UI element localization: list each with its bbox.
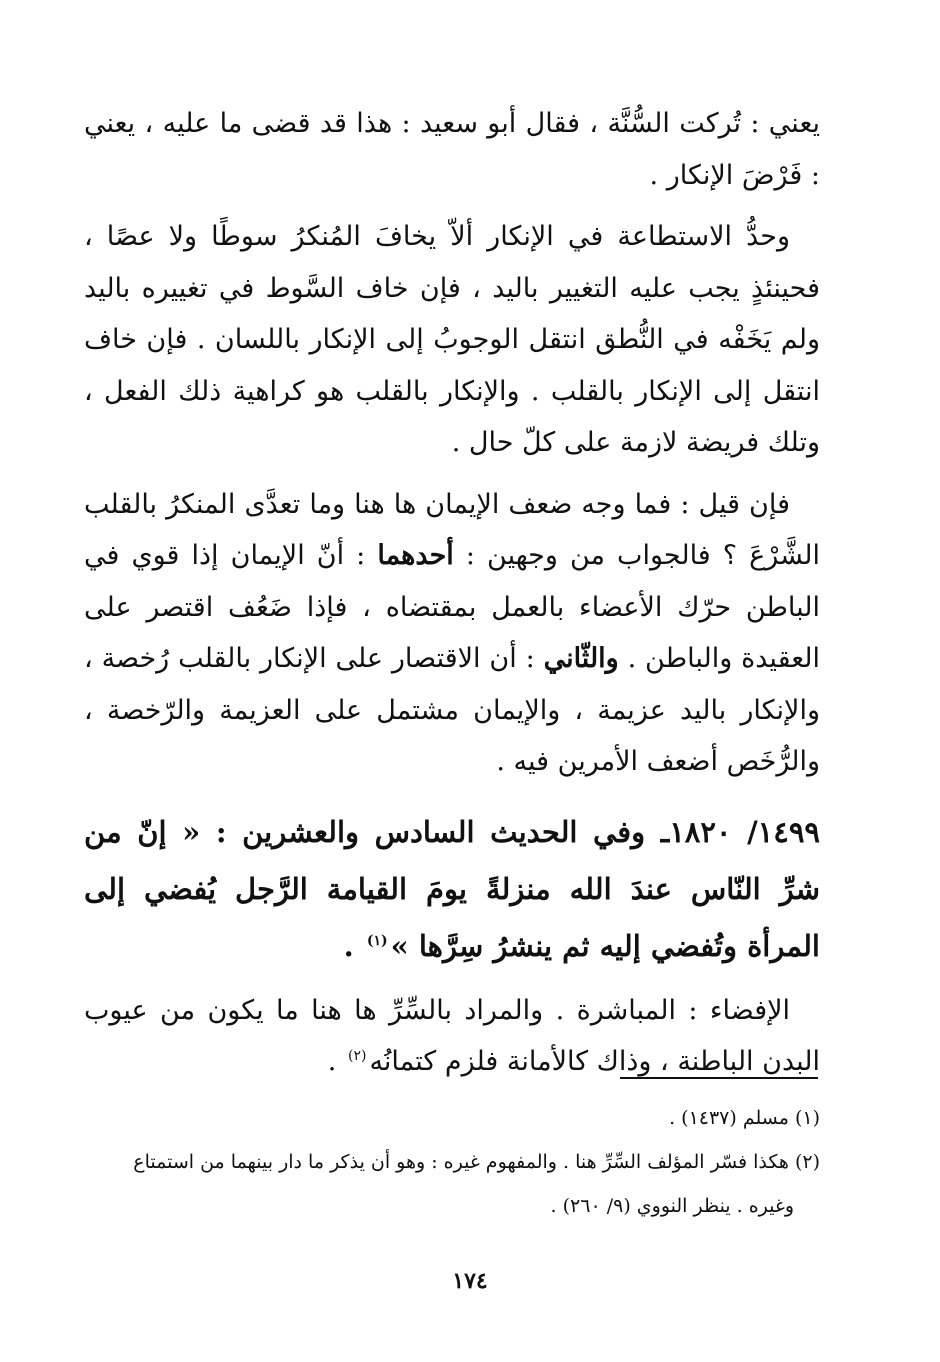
- paragraph-4: [84, 985, 820, 1088]
- paragraph-1: يعني : تُركت السُّنَّة ، فقال أبو سعيد : هذا قد قضى ما عليه ، يعني : فَرْضَ الإنكار .: [84, 108, 820, 191]
- hadith-end: .: [343, 928, 354, 963]
- paragraph-4-text: الإفضاء : المباشرة . والمراد بالسِّرِّ ها هنا ما يكون من عيوب البدن الباطنة ، وذاك كالأمانة فلزم كتمانُه: [84, 994, 820, 1077]
- footnote-ref-2: (٢): [347, 1048, 367, 1064]
- footnote-ref-1: (١): [366, 932, 388, 949]
- hadith-paragraph: [84, 804, 820, 975]
- second-aspect-text: : أن الاقتصار على الإنكار بالقلب رُخصة ، والإنكار باليد عزيمة ، والإيمان مشتمل على العزيمة والرّخصة ، والرُّخَص أضعف الأمرين فيه .: [84, 643, 820, 777]
- footnotes: [84, 1096, 820, 1228]
- footnote-2: (٢) هكذا فسّر المؤلف السِّرِّ هنا . والمفهوم غيره : وهو أن يذكر ما دار بينهما من استمتاع: [133, 1151, 820, 1173]
- page-number: ١٧٤: [452, 1268, 488, 1294]
- footnote-1: (١) مسلم (١٤٣٧) .: [669, 1107, 820, 1129]
- footnote-2-continued: وغيره . ينظر النووي (٩/ ٢٦٠) .: [550, 1195, 794, 1217]
- paragraph-3: [84, 479, 820, 788]
- main-text: [84, 98, 820, 1088]
- paragraph-2: وحدُّ الاستطاعة في الإنكار ألاّ يخافَ المُنكرُ سوطًا ولا عصًا ، فحينئذٍ يجب عليه التغيير باليد ، فإن خاف السَّوط في تغييره باليد ولم يَخَفْه في النُّطق انتقل الوجوبُ إلى الإنكار باللسان . فإن خاف انتقل إلى الإنكار بالقلب . والإنكار بالقلب هو كراهية ذلك الفعل ، وتلك فريضة لازمة على كلّ حال .: [84, 221, 820, 458]
- footnote-separator: [620, 1077, 818, 1079]
- second-aspect-label: والثّاني: [543, 643, 619, 674]
- hadith-text: وفي الحديث السادس والعشرين : « إنّ من شرِّ النّاس عندَ الله منزلةً يومَ القيامة الرَّجل يُفضي إلى المرأة وتُفضي إليه ثم ينشرُ سِرَّها »: [84, 814, 820, 963]
- first-aspect-text: : أنّ الإيمان إذا قوي في الباطن حرّك الأعضاء بالعمل بمقتضاه ، فإذا ضَعُف اقتصر على العقيدة والباطن .: [84, 540, 820, 674]
- first-aspect-label: أحدهما: [377, 540, 454, 571]
- paragraph-4-end: .: [327, 1046, 337, 1077]
- paragraph-3-intro: فإن قيل : فما وجه ضعف الإيمان ها هنا وما تعدَّى المنكرُ بالقلب الشَّرْعَ ؟ فالجواب من وجهين :: [84, 488, 820, 571]
- hadith-number: ١٤٩٩/ ١٨٢٠ـ: [660, 814, 820, 849]
